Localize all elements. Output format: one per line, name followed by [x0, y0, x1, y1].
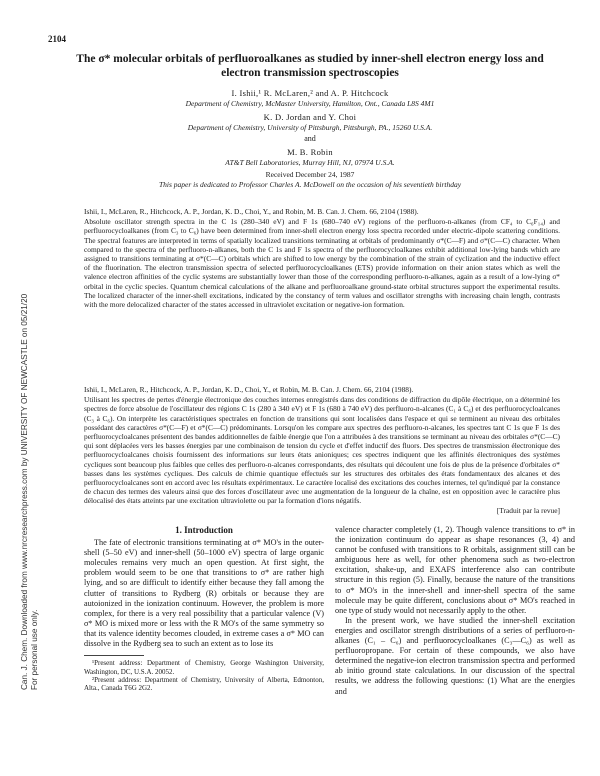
and-separator: and: [304, 134, 316, 143]
dedication: This paper is dedicated to Professor Charles A. McDowell on the occasion of his seventieth birthday: [158, 180, 462, 189]
translator-note: [Traduit par la revue]: [496, 505, 560, 515]
author-block: [70, 84, 550, 189]
introduction-paragraph-1: The fate of electronic transitions terminating at σ* MO's in the outer-shell (5–50 eV) and inner-shell (50–1000 eV) spectra of large organic molecules remains very much an open question. At first sight, the problem would seem to be one that transitions to σ* are rather high lying, and so are difficult to identify either because they fall among the clutter of transitions to Rydberg (R) orbitals or because they are autoionized in the ionization continuum. However, the problem is more complex, for there is a very real possibility that a particular valence (V) σ* MO is mixed more or less with the R MO's of the same symmetry so that its valence identity becomes clouded, in extreme cases a σ* MO can dissolve in the Rydberg sea to such an extent as to lose its: [84, 538, 324, 649]
footnote-1: ¹Present address: Department of Chemistry, George Washington University, Washington, DC, U.S.A. 20052.: [84, 659, 324, 676]
affiliation-bell-labs: AT&T Bell Laboratories, Murray Hill, NJ, 07974 U.S.A.: [225, 158, 395, 167]
page-number: 2104: [48, 34, 66, 44]
abstract-french: [84, 385, 560, 515]
download-note-line2: For personal use only.: [30, 609, 39, 690]
citation-english: Ishii, I., McLaren, R., Hitchcock, A. P., Jordan, K. D., Choi, Y., and Robin, M. B. Can. J. Chem. 66, 2104 (1988).: [84, 207, 419, 216]
footnote-2: ²Present address: Department of Chemistry, University of Alberta, Edmonton, Alta., Canada T6G 2G2.: [84, 675, 324, 693]
article-title: The σ* molecular orbitals of perfluoroalkanes as studied by inner-shell electron energy loss and electron transmission spectroscopies: [76, 53, 544, 79]
footnote-rule: [84, 655, 144, 656]
abstract-english: [84, 207, 560, 309]
download-note-line1: Can. J. Chem. Downloaded from www.nrcresearchpress.com by UNIVERSITY OF NEWCASTLE on 05/21/20: [20, 293, 29, 690]
body-column-left: [84, 525, 324, 693]
affiliation-pittsburgh: Department of Chemistry, University of Pittsburgh, Pittsburgh, PA., 15260 U.S.A.: [187, 123, 433, 132]
authors-group-1: I. Ishii,¹ R. McLaren,² and A. P. Hitchcock: [231, 88, 389, 98]
download-watermark: [20, 70, 40, 690]
abstract-french-text: Utilisant les spectres de pertes d'énergie électronique des couches internes enregistrés dans des conditions de diffraction du dipôle électrique, on a déterminé les spectres de force absolue de l'oscillateur des régions C 1s (280 à 340 eV) et F 1s (680 à 740 eV) des perfluoro-n-alcanes (C₁ à C₆) et des perfluorocycloalcanes (C₃ à C₆). On interprète les caractéristiques spectrales en fonction de transitions qui sont localisées dans l'espace et qui se terminent au niveau des orbitales possédant des caractères σ*(C—F) et σ*(C—C) prédominants. Lorsqu'on les compare aux spectres des perfluoro-n-alcanes, les spectres tant C 1s que F 1s des perfluorocycloalcanes présentent des bandes additionnelles de faible énergie que l'on a attribuées à des transitions se terminant au niveau des orbitales σ*(C—C) qui sont déplacées vers les basses énergies par une combinaison de tension du cycle et d'effet inductif des fluors. Des spectres de transmission électronique des perfluorocycloalcanes choisis fournissent des informations sur leurs états anioniques; ces spectres indiquent que les affinités électroniques des systèmes cycliques sont beaucoup plus faibles que celles des perfluoro-n-alcanes correspondants, des résultats qui découlent une fois de plus de la présence d'orbitales σ* basses dans les systèmes cycliques. Des calculs de chimie quantique effectués sur les structures des orbitales des états fondamentaux des alcanes et des perfluorocycloalcanes sont en accord avec les résultats expérimentaux. Le caractère localisé des excitations des couches internes, tel qu'indiqué par la constance de chacun des termes des valeurs ainsi que des forces d'oscillateur avec une augmentation de la longueur de la chaîne, est en opposition avec le caractère plus délocalisé des états atteints par une excitation ultraviolette ou par la formation d'ions négatifs.: [84, 395, 560, 506]
body-column-right: [335, 525, 575, 697]
abstract-english-text: Absolute oscillator strength spectra in the C 1s (280–340 eV) and F 1s (680–740 eV) regions of the perfluoro-n-alkanes (from CF₄ to C₆F₁₄) and perfluorocycloalkanes (from C₃ to C₆) have been determined from inner-shell electron energy loss spectra recorded under electric-dipole scattering conditions. The spectral features are interpreted in terms of spatially localized transitions terminating at orbitals of predominantly σ*(C—F) and σ*(C—C) character. When compared to the spectra of the perfluoro-n-alkanes, both the C 1s and F 1s spectra of the perfluorocycloalkanes exhibit additional low-lying bands which are assigned to transitions terminating at σ*(C—C) orbitals which are shifted to low energy by the combination of the strain of cyclization and the inductive effect of the fluorination. The electron transmission spectra of selected perfluorocycloalkanes (ETS) provide information on their anion states which as well the valence electron affinities of the cyclic systems are substantially lower than those of the corresponding perfluoro-n-alkanes, again as a result of a low-lying σ* orbital in the cyclic species. Quantum chemical calculations of the alkane and perfluoroalkane ground-state orbital structures support the experimental results. The localized character of the inner-shell excitations, indicated by the constancy of term values and oscillator strengths with increasing chain length, contrasts with the more delocalized character of the states accessed in ultraviolet excitation or negative-ion formation.: [84, 217, 560, 310]
introduction-paragraph-continued: valence character completely (1, 2). Though valence transitions to σ* in the ionization continuum do appear as shape resonances (3, 4) and cannot be confused with transitions to R orbitals, assignment still can be ambiguous here as well, for other phenomena such as two-electron excitation, shake-up, and EXAFS interference also can contribute structure in this region (5). Finally, because the nature of the transitions to σ* MO's in the inner-shell and inner-shell spectra of the same molecule may be quite different, conclusions about σ* MO's reached in one type of study would not necessarily apply to the other.: [335, 525, 575, 615]
citation-french: Ishii, I., McLaren, R., Hitchcock, A. P., Jordan, K. D., Choi, Y., et Robin, M. B. Can. J. Chem. 66, 2104 (1988).: [84, 385, 414, 394]
section-heading-introduction: 1. Introduction: [175, 525, 233, 535]
affiliation-mcmaster: Department of Chemistry, McMaster University, Hamilton, Ont., Canada L8S 4M1: [185, 99, 435, 108]
introduction-paragraph-2: In the present work, we have studied the inner-shell excitation energies and oscillator strength distributions of a series of perfluoro-n-alkanes (C₁ – C₆) and perfluorocycloalkanes (C₃—C₆) as well as perfluoropropane. For certain of these compounds, we also have determined the negative-ion electron transmission spectra and performed ab initio ground state calculations. In our discussion of the spectral results, we address the following questions: (1) What are the energies and: [335, 615, 575, 696]
received-date: Received December 24, 1987: [265, 170, 355, 179]
authors-group-3: M. B. Robin: [287, 147, 333, 157]
authors-group-2: K. D. Jordan and Y. Choi: [263, 112, 357, 122]
